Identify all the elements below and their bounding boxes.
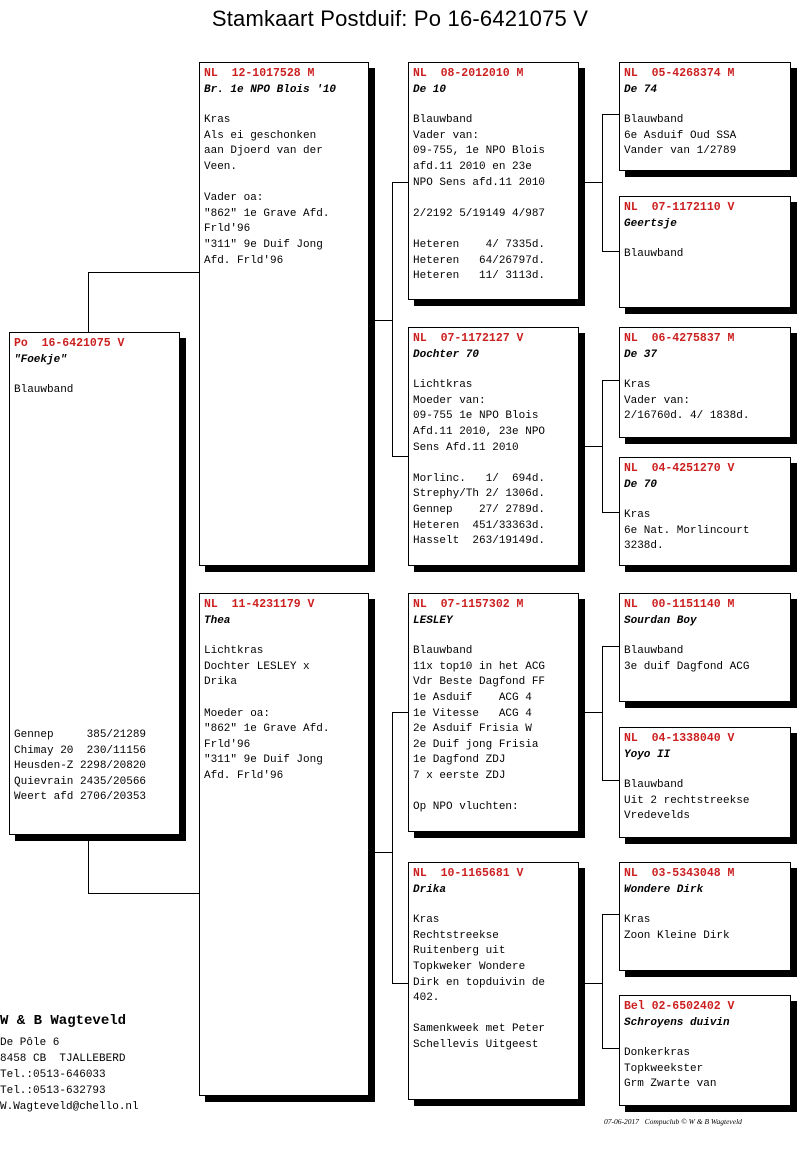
pigeon-description: Lichtkras Dochter LESLEY x Drika Moeder oa: "862" 1e Grave Afd. Frld'96 "311" 9e Duif Jong Afd. Frld'96 (204, 645, 330, 782)
connector-line (602, 914, 620, 915)
pigeon-description: Blauwband 6e Asduif Oud SSA Vander van 1/2789 (624, 114, 737, 158)
pigeon-name: De 37 (624, 348, 658, 361)
ring-number: NL 04-1338040 V (624, 732, 735, 745)
pigeon-description: Kras Rechtstreekse Ruitenberg uit Topkweker Wondere Dirk en topduivin de 402. Samenkweek met Peter Schellevis Uitgeest (413, 914, 546, 1051)
pigeon-description: Blauwband (624, 248, 684, 261)
owner-email[interactable]: W.Wagteveld@chello.nl (0, 1101, 139, 1113)
connector-line (602, 780, 620, 781)
connector-line (602, 646, 603, 780)
connector-line (392, 456, 409, 457)
ring-number: NL 06-4275837 M (624, 332, 735, 345)
pigeon-card-mmf[interactable] (619, 862, 791, 971)
connector-line (578, 712, 602, 713)
connector-line (368, 852, 392, 853)
pigeon-description: Kras 6e Nat. Morlincourt 3238d. (624, 509, 750, 553)
pigeon-card-mfm[interactable] (619, 727, 791, 838)
pigeon-card-father[interactable] (199, 62, 369, 566)
pigeon-card-mf[interactable] (408, 593, 579, 832)
ring-number: NL 00-1151140 M (624, 598, 735, 611)
connector-line (602, 114, 603, 251)
ring-number: NL 10-1165681 V (413, 867, 524, 880)
pigeon-card-main[interactable] (9, 332, 180, 835)
pigeon-name: LESLEY (413, 614, 453, 627)
owner-name: W & B Wagteveld (0, 1013, 127, 1029)
owner-city: 8458 CB TJALLEBERD (0, 1053, 126, 1065)
pigeon-description: Donkerkras Topkweekster Grm Zwarte van (624, 1047, 717, 1091)
pigeon-description: Kras Zoon Kleine Dirk (624, 914, 730, 942)
pigeon-card-mm[interactable] (408, 862, 579, 1100)
connector-line (578, 182, 602, 183)
pigeon-description: Blauwband 3e duif Dagfond ACG (624, 645, 750, 673)
pigeon-card-mff[interactable] (619, 593, 791, 702)
pigeon-card-ffm[interactable] (619, 196, 791, 308)
pigeon-card-ff[interactable] (408, 62, 579, 300)
ring-number: NL 07-1157302 M (413, 598, 524, 611)
owner-phone-2: Tel.:0513-632793 (0, 1085, 106, 1097)
ring-number: NL 07-1172110 V (624, 201, 735, 214)
owner-phone-1: Tel.:0513-646033 (0, 1069, 106, 1081)
ring-number: Bel 02-6502402 V (624, 1000, 735, 1013)
footer-credit: 07-06-2017 Compuclub © W & B Wagteveld (604, 1117, 742, 1126)
pigeon-name: Geertsje (624, 217, 677, 230)
ring-number: Po 16-6421075 V (14, 337, 125, 350)
connector-line (392, 182, 393, 456)
pigeon-description: Blauwband Vader van: 09-755, 1e NPO Blois afd.11 2010 en 23e NPO Sens afd.11 2010 2/2192 5/19149 4/987 Heteren 4/ 7335d. Heteren 64/26797d. Heteren 11/ 3113d. (413, 114, 546, 283)
ring-number: NL 04-4251270 V (624, 462, 735, 475)
connector-line (602, 380, 620, 381)
connector-line (88, 893, 201, 894)
pigeon-card-fff[interactable] (619, 62, 791, 171)
owner-address: De Pôle 6 (0, 1037, 60, 1049)
pigeon-name: Yoyo II (624, 748, 671, 761)
pigeon-name: De 74 (624, 83, 658, 96)
page-title: Stamkaart Postduif: Po 16-6421075 V (211, 6, 589, 31)
ring-number: NL 08-2012010 M (413, 67, 524, 80)
connector-line (602, 512, 620, 513)
pigeon-description: Blauwband (14, 384, 74, 397)
pigeon-name: De 10 (413, 83, 447, 96)
connector-line (392, 182, 409, 183)
connector-line (578, 983, 602, 984)
connector-line (368, 320, 392, 321)
race-results: Gennep 385/21289 Chimay 20 230/11156 Heusden-Z 2298/20820 Quievrain 2435/20566 Weert afd 2706/20353 (14, 729, 147, 804)
pigeon-name: Thea (204, 614, 231, 627)
pigeon-card-fm[interactable] (408, 327, 579, 566)
ring-number: NL 12-1017528 M (204, 67, 315, 80)
ring-number: NL 03-5343048 M (624, 867, 735, 880)
connector-line (602, 914, 603, 1048)
pigeon-name: Wondere Dirk (624, 883, 704, 896)
pigeon-card-fmm[interactable] (619, 457, 791, 566)
pigeon-name: "Foekje" (14, 353, 67, 366)
ring-number: NL 11-4231179 V (204, 598, 315, 611)
pigeon-name: Sourdan Boy (624, 614, 697, 627)
connector-line (88, 835, 89, 894)
connector-line (602, 646, 620, 647)
pigeon-name: De 70 (624, 478, 658, 491)
connector-line (88, 272, 89, 334)
connector-line (392, 712, 409, 713)
pigeon-description: Blauwband 11x top10 in het ACG Vdr Beste Dagfond FF 1e Asduif ACG 4 1e Vitesse ACG 4 2e Asduif Frisia W 2e Duif jong Frisia 1e Dagfond ZDJ 7 x eerste ZDJ Op NPO vluchten: (413, 645, 546, 814)
connector-line (602, 1048, 620, 1049)
connector-line (602, 380, 603, 512)
pigeon-name: Br. 1e NPO Blois '10 (204, 83, 337, 96)
connector-line (602, 114, 620, 115)
pigeon-name: Schroyens duivin (624, 1016, 730, 1029)
pigeon-name: Drika (413, 883, 447, 896)
pigeon-card-mmm[interactable] (619, 995, 791, 1106)
pigeon-card-fmf[interactable] (619, 327, 791, 438)
connector-line (392, 983, 409, 984)
connector-line (88, 272, 201, 273)
pigeon-description: Blauwband Uit 2 rechtstreekse Vredevelds (624, 779, 750, 823)
ring-number: NL 07-1172127 V (413, 332, 524, 345)
connector-line (602, 251, 620, 252)
pigeon-name: Dochter 70 (413, 348, 480, 361)
pigeon-card-mother[interactable] (199, 593, 369, 1096)
pigeon-description: Kras Als ei geschonken aan Djoerd van der Veen. Vader oa: "862" 1e Grave Afd. Frld'96 "311" 9e Duif Jong Afd. Frld'96 (204, 114, 330, 267)
pigeon-description: Kras Vader van: 2/16760d. 4/ 1838d. (624, 379, 750, 423)
connector-line (392, 712, 393, 983)
pigeon-description: Lichtkras Moeder van: 09-755 1e NPO Blois Afd.11 2010, 23e NPO Sens Afd.11 2010 Morlinc. 1/ 694d. Strephy/Th 2/ 1306d. Gennep 27/ 2789d. Heteren 451/33363d. Hasselt 263/19149d. (413, 379, 546, 548)
connector-line (578, 446, 602, 447)
ring-number: NL 05-4268374 M (624, 67, 735, 80)
owner-block (0, 1013, 139, 1115)
